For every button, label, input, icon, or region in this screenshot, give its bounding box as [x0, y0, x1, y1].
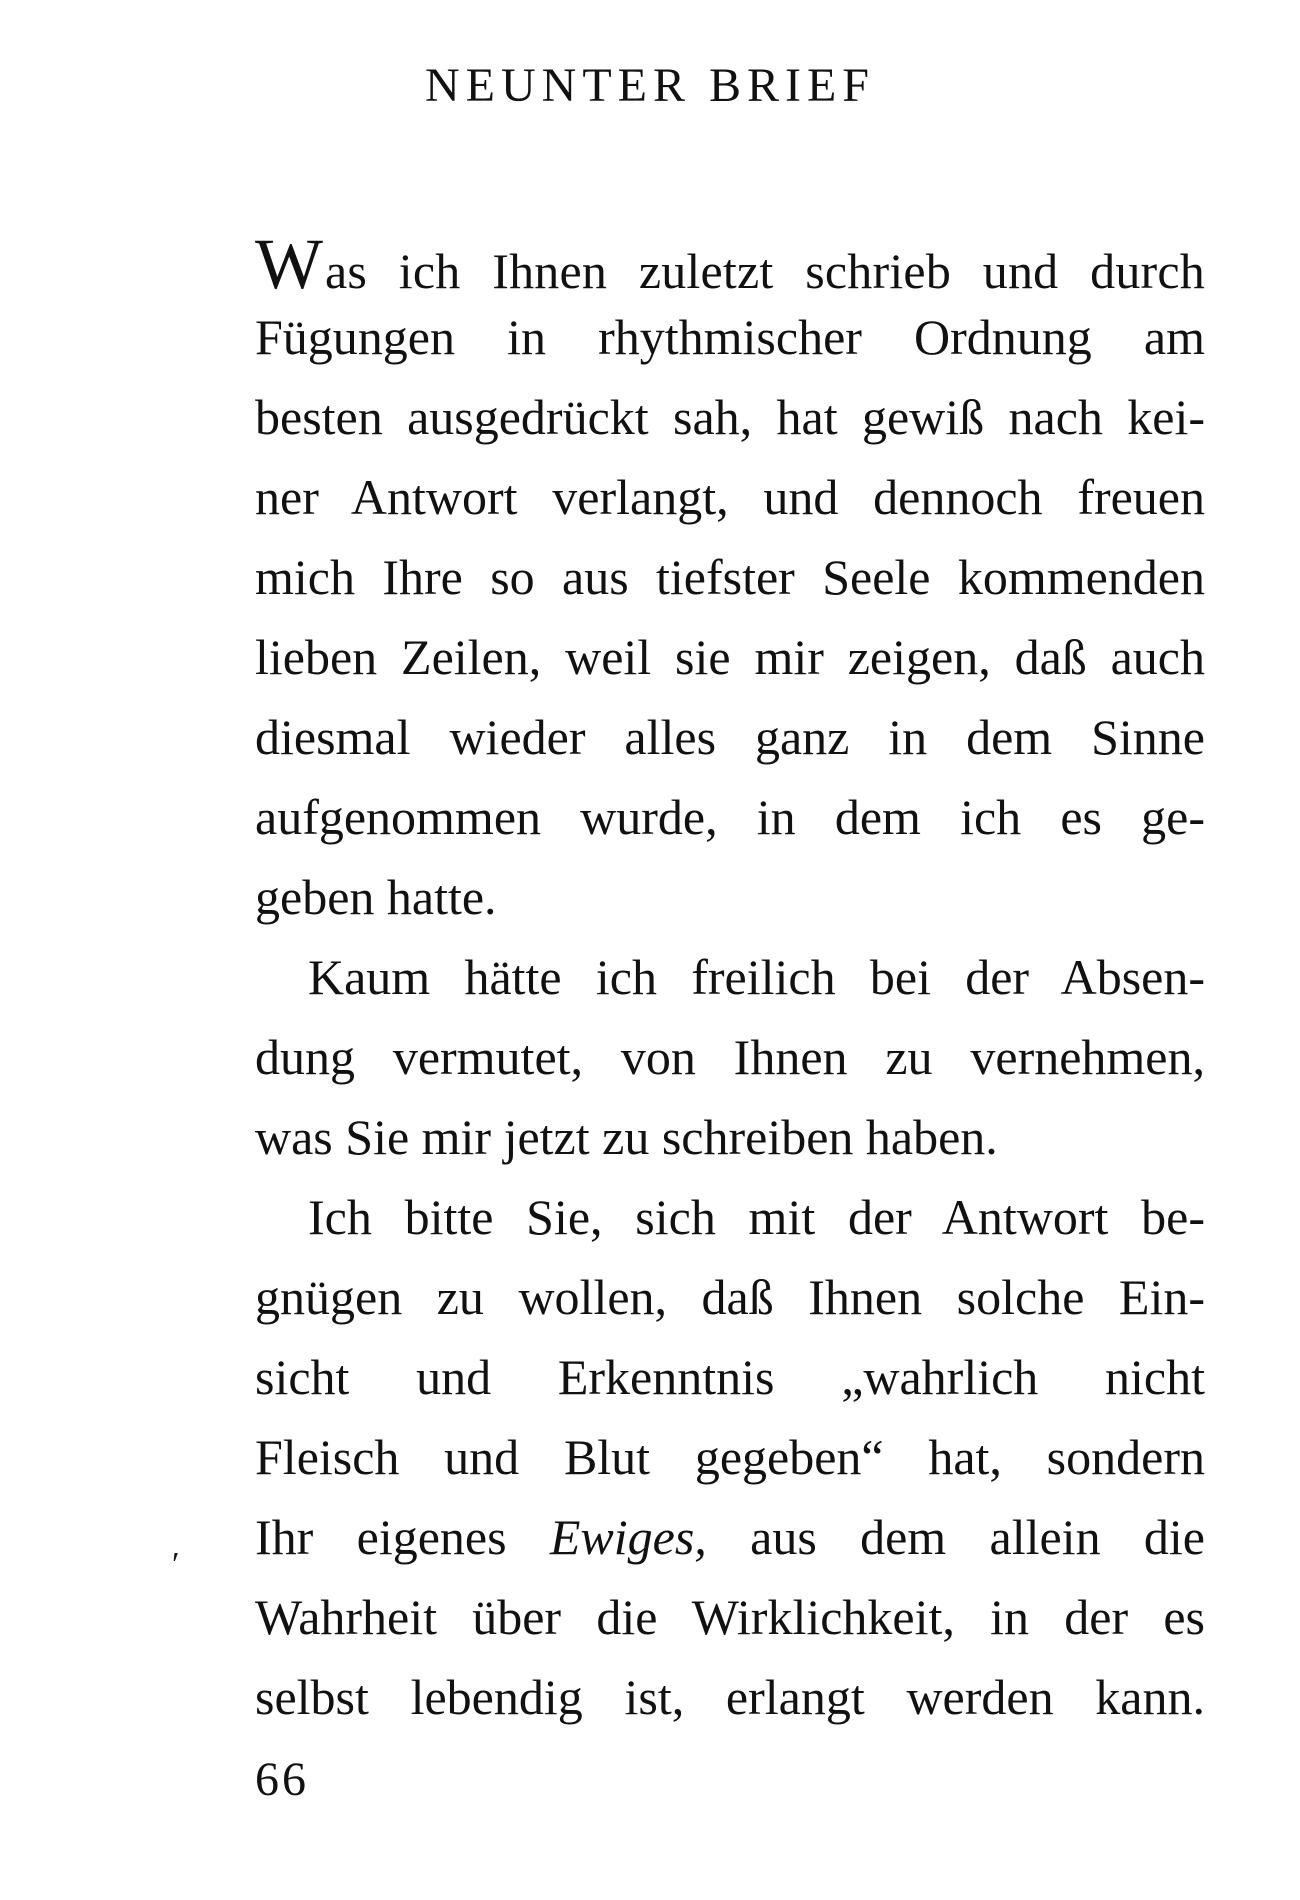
- paragraph-1-line-5: mich Ihre so aus tiefster Seele kommenden: [255, 549, 1205, 605]
- paragraph-3-line-4: Fleisch und Blut gegeben“ hat, sondern: [255, 1429, 1205, 1485]
- paragraph-2-line-1: Kaum hätte ich freilich bei der Absen-: [308, 949, 1205, 1005]
- paragraph-1-line-1-text: as ich Ihnen zuletzt schrieb und durch: [324, 243, 1205, 299]
- italic-word: Ewiges,: [549, 1509, 707, 1565]
- paragraph-1-line-6: lieben Zeilen, weil sie mir zeigen, daß auch: [255, 629, 1205, 685]
- paragraph-1-line-4: ner Antwort verlangt, und dennoch freuen: [255, 469, 1205, 525]
- paragraph-2-line-3: was Sie mir jetzt zu schreiben haben.: [255, 1109, 998, 1165]
- paragraph-3-line-5: [255, 1509, 1205, 1565]
- paragraph-1-line-3: besten ausgedrückt sah, hat gewiß nach kei-: [255, 389, 1205, 445]
- drop-cap: W: [255, 224, 323, 304]
- paragraph-3-line-7: selbst lebendig ist, erlangt werden kann.: [255, 1669, 1205, 1725]
- paragraph-2-line-2: dung vermutet, von Ihnen zu vernehmen,: [255, 1029, 1205, 1085]
- margin-mark: ′: [172, 1546, 180, 1583]
- paragraph-1-line-7: diesmal wieder alles ganz in dem Sinne: [255, 709, 1205, 765]
- paragraph-1-line-8: aufgenommen wurde, in dem ich es ge-: [255, 789, 1205, 845]
- page-number: 66: [255, 1753, 309, 1806]
- paragraph-3-line-3: sicht und Erkenntnis „wahrlich nicht: [255, 1349, 1205, 1405]
- paragraph-3-line-5-before: Ihr eigenes: [255, 1509, 550, 1565]
- paragraph-1-line-9: geben hatte.: [255, 869, 497, 925]
- paragraph-1-line-1: [255, 224, 1205, 304]
- paragraph-3-line-2: gnügen zu wollen, daß Ihnen solche Ein-: [255, 1269, 1205, 1325]
- paragraph-3-line-6: Wahrheit über die Wirklichkeit, in der es: [255, 1589, 1205, 1645]
- chapter-heading: NEUNTER BRIEF: [425, 59, 875, 112]
- paragraph-3-line-1: Ich bitte Sie, sich mit der Antwort be-: [308, 1189, 1205, 1245]
- paragraph-1-line-2: Fügungen in rhythmischer Ordnung am: [255, 309, 1205, 365]
- paragraph-3-line-5-after: aus dem allein die: [706, 1509, 1205, 1565]
